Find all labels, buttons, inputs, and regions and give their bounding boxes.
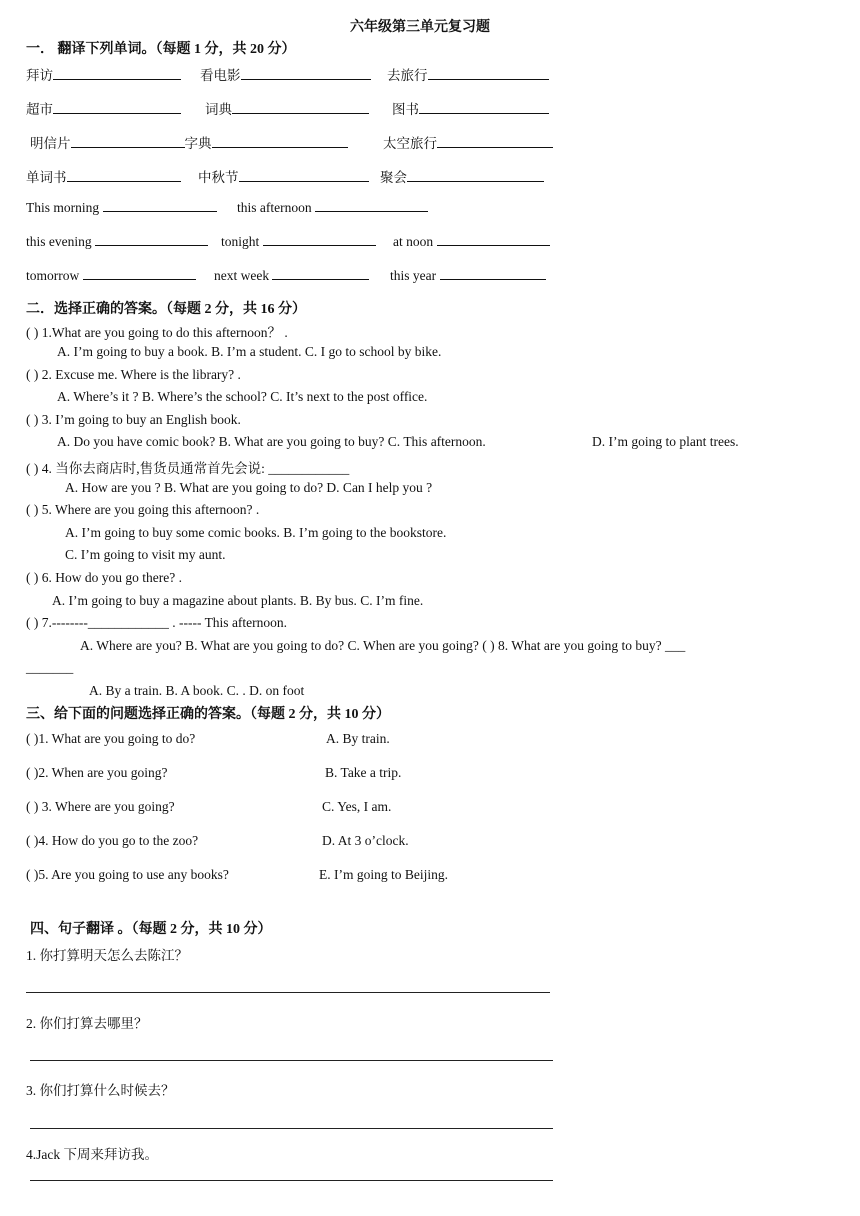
answer-blank[interactable] bbox=[407, 180, 544, 182]
question-6: ( ) 6. How do you go there? . bbox=[26, 570, 182, 585]
vocab-item: 单词书 bbox=[26, 170, 67, 185]
vocab-row bbox=[200, 64, 371, 84]
vocab-row bbox=[380, 166, 544, 186]
answer-blank[interactable] bbox=[71, 146, 185, 148]
vocab-item: at noon bbox=[393, 234, 434, 249]
vocab-row bbox=[214, 268, 369, 284]
section1-heading: 一． 翻译下列单词。（每题 1 分，共 20 分） bbox=[26, 42, 296, 57]
vocab-row bbox=[387, 64, 549, 84]
translation-prompt: 2. 你们打算去哪里？ bbox=[26, 1016, 148, 1031]
vocab-item: 词典 bbox=[205, 102, 232, 117]
vocab-row bbox=[392, 98, 549, 118]
answer-blank[interactable] bbox=[232, 112, 369, 114]
section2-heading: 二．选择正确的答案。（每题 2 分，共 16 分） bbox=[26, 302, 306, 317]
vocab-row bbox=[26, 98, 181, 118]
question-8-continuation: _______ bbox=[26, 660, 74, 675]
vocab-item: 中秋节 bbox=[198, 170, 239, 185]
question-7: ( ) 7.--------____________ . ----- This afternoon. bbox=[26, 615, 288, 630]
question-6-options: A. I’m going to buy a magazine about plants. B. By bus. C. I’m fine. bbox=[52, 593, 424, 608]
match-answer: A. By train. bbox=[326, 731, 390, 746]
vocab-item: this year bbox=[390, 268, 437, 283]
match-question: ( )2. When are you going? bbox=[26, 765, 168, 780]
vocab-item: 去旅行 bbox=[387, 68, 428, 83]
question-1: ( ) 1.What are you going to do this afternoon？ . bbox=[26, 325, 288, 340]
answer-blank[interactable] bbox=[440, 278, 546, 280]
vocab-item: This morning bbox=[26, 200, 100, 215]
vocab-item: 字典 bbox=[184, 136, 212, 151]
answer-blank[interactable] bbox=[53, 78, 181, 80]
answer-blank[interactable] bbox=[437, 146, 553, 148]
match-question: ( ) 3. Where are you going? bbox=[26, 799, 175, 814]
vocab-item: 看电影 bbox=[200, 68, 241, 83]
answer-blank[interactable] bbox=[95, 244, 208, 246]
answer-blank[interactable] bbox=[67, 180, 181, 182]
vocab-row bbox=[198, 166, 369, 186]
vocab-item: 明信片 bbox=[30, 136, 71, 151]
translation-answer-line[interactable] bbox=[30, 1128, 553, 1129]
vocab-row bbox=[26, 268, 196, 284]
match-answer: B. Take a trip. bbox=[325, 765, 402, 780]
answer-blank[interactable] bbox=[263, 244, 376, 246]
translation-answer-line[interactable] bbox=[26, 992, 550, 993]
question-3: ( ) 3. I’m going to buy an English book. bbox=[26, 412, 241, 427]
vocab-row bbox=[221, 234, 376, 250]
match-answer: D. At 3 o’clock. bbox=[322, 833, 409, 848]
question-5-options: A. I’m going to buy some comic books. B. I’m going to the bookstore. bbox=[65, 525, 447, 540]
translation-prompt: 1. 你打算明天怎么去陈江？ bbox=[26, 948, 188, 963]
vocab-row bbox=[237, 200, 428, 216]
translation-prompt: 3. 你们打算什么时候去？ bbox=[26, 1083, 175, 1098]
answer-blank[interactable] bbox=[419, 112, 549, 114]
question-2: ( ) 2. Excuse me. Where is the library? . bbox=[26, 367, 241, 382]
vocab-row bbox=[205, 98, 369, 118]
vocab-row bbox=[26, 234, 208, 250]
answer-blank[interactable] bbox=[437, 244, 550, 246]
translation-prompt: 4.Jack 下周来拜访我。 bbox=[26, 1147, 158, 1162]
section4-heading: 四、句子翻译 。（每题 2 分，共 10 分） bbox=[30, 922, 272, 937]
answer-blank[interactable] bbox=[83, 278, 196, 280]
vocab-row bbox=[390, 268, 546, 284]
answer-blank[interactable] bbox=[272, 278, 369, 280]
translation-answer-line[interactable] bbox=[30, 1060, 553, 1061]
question-5: ( ) 5. Where are you going this afternoon? . bbox=[26, 502, 260, 517]
answer-blank[interactable] bbox=[212, 146, 348, 148]
question-4: ( ) 4. 当你去商店时,售货员通常首先会说: ____________ bbox=[26, 461, 350, 476]
vocab-item: 拜访 bbox=[26, 68, 53, 83]
question-3-option-d: D. I’m going to plant trees. bbox=[592, 434, 739, 449]
vocab-item: this afternoon bbox=[237, 200, 312, 215]
vocab-item: tomorrow bbox=[26, 268, 80, 283]
vocab-item: tonight bbox=[221, 234, 260, 249]
question-7-options: A. Where are you? B. What are you going to do? C. When are you going? ( ) 8. What are you going to buy? ___ bbox=[80, 638, 686, 653]
match-question: ( )1. What are you going to do? bbox=[26, 731, 196, 746]
answer-blank[interactable] bbox=[103, 210, 217, 212]
question-5-option-c: C. I’m going to visit my aunt. bbox=[65, 547, 226, 562]
answer-blank[interactable] bbox=[428, 78, 549, 80]
question-3-options: A. Do you have comic book? B. What are you going to buy? C. This afternoon. bbox=[57, 434, 486, 449]
vocab-row bbox=[26, 166, 181, 186]
answer-blank[interactable] bbox=[239, 180, 369, 182]
vocab-item: next week bbox=[214, 268, 270, 283]
vocab-row bbox=[30, 132, 348, 152]
worksheet-title: 六年级第三单元复习题 bbox=[350, 20, 490, 35]
match-answer: E. I’m going to Beijing. bbox=[319, 867, 448, 882]
section3-heading: 三、给下面的问题选择正确的答案。（每题 2 分，共 10 分） bbox=[26, 707, 390, 722]
vocab-row bbox=[26, 200, 217, 216]
vocab-row bbox=[383, 132, 553, 152]
vocab-row bbox=[393, 234, 550, 250]
answer-blank[interactable] bbox=[241, 78, 371, 80]
vocab-item: 超市 bbox=[26, 102, 53, 117]
vocab-item: 聚会 bbox=[380, 170, 407, 185]
vocab-item: 图书 bbox=[392, 102, 419, 117]
question-1-options: A. I’m going to buy a book. B. I’m a student. C. I go to school by bike. bbox=[57, 344, 442, 359]
vocab-item: this evening bbox=[26, 234, 92, 249]
vocab-item: 太空旅行 bbox=[383, 136, 437, 151]
translation-answer-line[interactable] bbox=[30, 1180, 553, 1181]
question-8-options: A. By a train. B. A book. C. . D. on foot bbox=[89, 683, 305, 698]
match-question: ( )4. How do you go to the zoo? bbox=[26, 833, 199, 848]
vocab-row bbox=[26, 64, 181, 84]
question-2-options: A. Where’s it ? B. Where’s the school? C. It’s next to the post office. bbox=[57, 389, 428, 404]
answer-blank[interactable] bbox=[53, 112, 181, 114]
answer-blank[interactable] bbox=[315, 210, 428, 212]
match-question: ( )5. Are you going to use any books? bbox=[26, 867, 229, 882]
match-answer: C. Yes, I am. bbox=[322, 799, 392, 814]
question-4-options: A. How are you ? B. What are you going to do? D. Can I help you ? bbox=[65, 480, 433, 495]
